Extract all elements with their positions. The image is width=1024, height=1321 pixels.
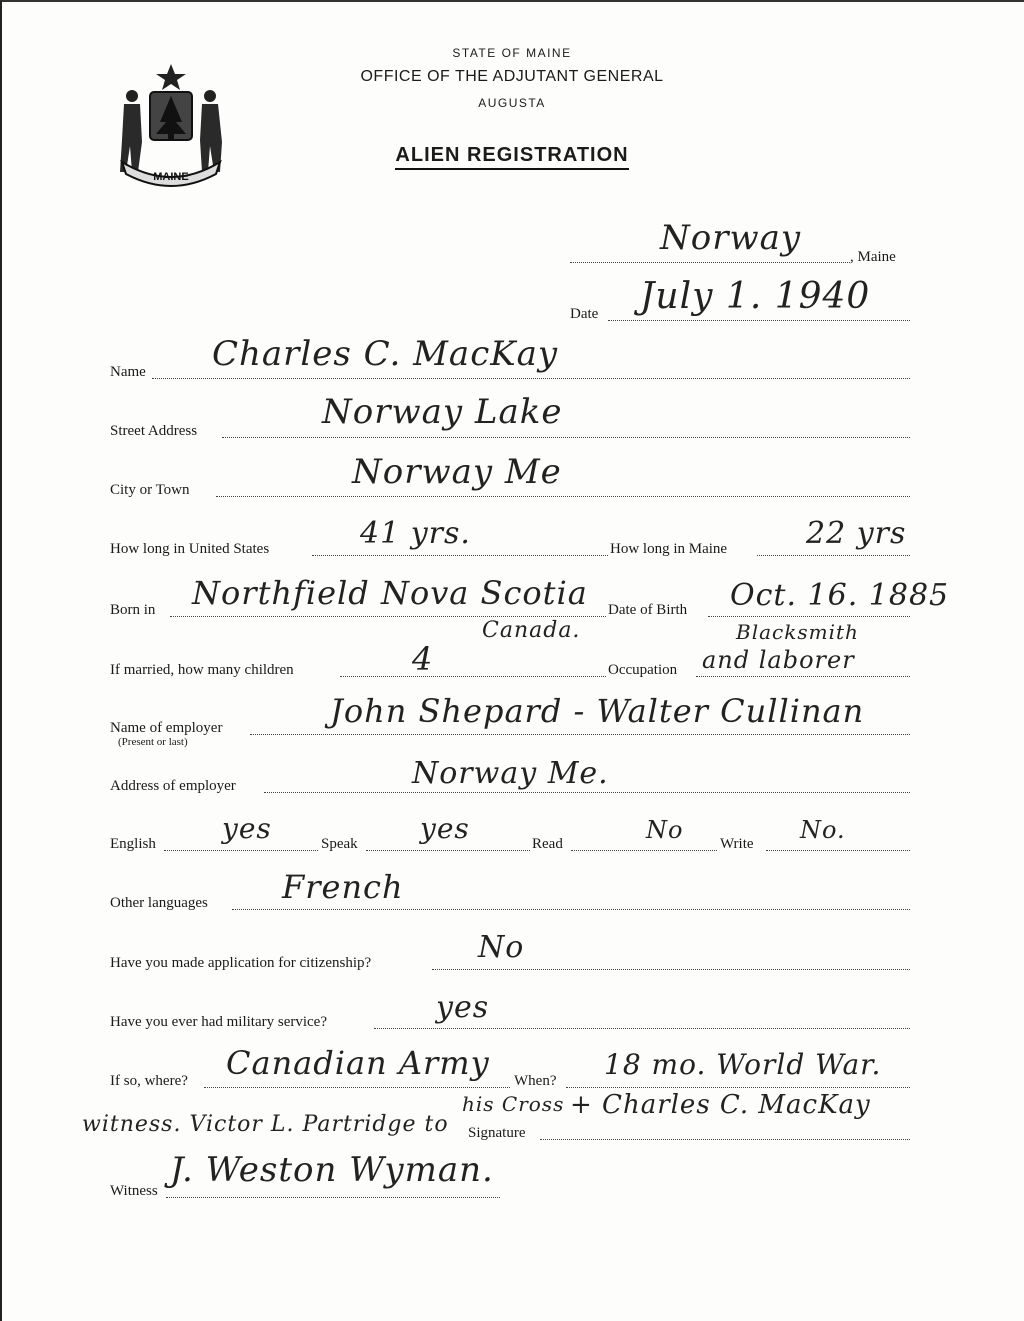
children-line: [340, 676, 606, 677]
witness-line: [166, 1197, 500, 1198]
signature-label: Signature: [468, 1125, 526, 1141]
employer-sublabel: (Present or last): [118, 736, 188, 748]
read-label: Read: [532, 836, 563, 852]
signature-entry: + Charles C. MacKay: [570, 1090, 871, 1120]
write-line: [766, 850, 910, 851]
name-line: [152, 378, 910, 379]
when-label: When?: [514, 1073, 557, 1089]
date-label: Date: [570, 306, 599, 322]
name-label: Name: [110, 364, 146, 380]
street-entry: Norway Lake: [322, 392, 563, 432]
speak-label: Speak: [321, 836, 358, 852]
town-entry: Norway: [660, 218, 802, 258]
date-line: [608, 320, 910, 321]
how-long-maine-entry: 22 yrs: [806, 516, 907, 551]
other-languages-line: [232, 909, 910, 910]
children-label: If married, how many children: [110, 662, 294, 678]
dob-line: [708, 616, 910, 617]
witness-label: Witness: [110, 1183, 158, 1199]
write-entry: No.: [800, 816, 846, 844]
dob-label: Date of Birth: [608, 602, 688, 618]
english-line: [164, 850, 318, 851]
citizenship-label: Have you made application for citizenship?: [110, 955, 372, 971]
english-entry: yes: [222, 812, 272, 845]
city-line: [216, 496, 910, 497]
city-entry: Norway Me: [352, 452, 562, 492]
how-long-maine-label: How long in Maine: [610, 541, 728, 557]
maine-label: , Maine: [850, 249, 896, 265]
other-languages-entry: French: [282, 868, 404, 906]
signature-note-entry: his Cross: [462, 1092, 565, 1116]
when-line: [566, 1087, 910, 1088]
speak-entry: yes: [420, 812, 470, 845]
where-entry: Canadian Army: [226, 1044, 490, 1082]
occupation-label: Occupation: [608, 662, 678, 678]
military-line: [374, 1028, 910, 1029]
date-entry: July 1. 1940: [640, 276, 871, 317]
witness-entry: J. Weston Wyman.: [170, 1150, 494, 1190]
write-label: Write: [720, 836, 754, 852]
how-long-us-entry: 41 yrs.: [360, 516, 471, 551]
when-entry: 18 mo. World War.: [604, 1048, 882, 1081]
other-languages-label: Other languages: [110, 895, 208, 911]
employer-label: Name of employer: [110, 720, 223, 736]
employer-address-line: [264, 792, 910, 793]
born-in-country-entry: Canada.: [482, 618, 581, 643]
street-label: Street Address: [110, 423, 198, 439]
mark-witness-entry: witness. Victor L. Partridge to: [82, 1112, 449, 1137]
how-long-maine-line: [757, 555, 910, 556]
how-long-us-label: How long in United States: [110, 541, 270, 557]
form-title-text: ALIEN REGISTRATION: [395, 144, 628, 170]
children-entry: 4: [412, 640, 434, 678]
military-label: Have you ever had military service?: [110, 1014, 327, 1030]
read-entry: No: [646, 816, 684, 844]
citizenship-entry: No: [478, 930, 525, 965]
town-line: [570, 262, 850, 263]
born-in-line: [170, 616, 606, 617]
street-line: [222, 437, 910, 438]
how-long-us-line: [312, 555, 608, 556]
occupation-entry-2: and laborer: [702, 646, 855, 674]
speak-line: [366, 850, 530, 851]
employer-address-entry: Norway Me.: [412, 756, 609, 791]
military-entry: yes: [436, 990, 490, 1025]
born-in-label: Born in: [110, 602, 156, 618]
seal-text: MAINE: [153, 171, 189, 183]
city-label: City or Town: [110, 482, 190, 498]
office-heading: OFFICE OF THE ADJUTANT GENERAL: [360, 68, 664, 85]
born-in-entry: Northfield Nova Scotia: [192, 574, 588, 612]
form-title: [0, 144, 1024, 167]
where-line: [204, 1087, 510, 1088]
citizenship-line: [432, 969, 910, 970]
employer-address-label: Address of employer: [110, 778, 236, 794]
state-heading: STATE OF MAINE: [452, 46, 572, 60]
name-entry: Charles C. MacKay: [212, 334, 559, 374]
occupation-entry-1: Blacksmith: [736, 620, 859, 644]
signature-line: [540, 1139, 910, 1140]
where-label: If so, where?: [110, 1073, 188, 1089]
city-heading: AUGUSTA: [478, 96, 546, 110]
occupation-line: [696, 676, 910, 677]
employer-entry: John Shepard - Walter Cullinan: [330, 692, 865, 730]
dob-entry: Oct. 16. 1885: [730, 578, 950, 613]
english-label: English: [110, 836, 156, 852]
employer-line: [250, 734, 910, 735]
read-line: [571, 850, 717, 851]
